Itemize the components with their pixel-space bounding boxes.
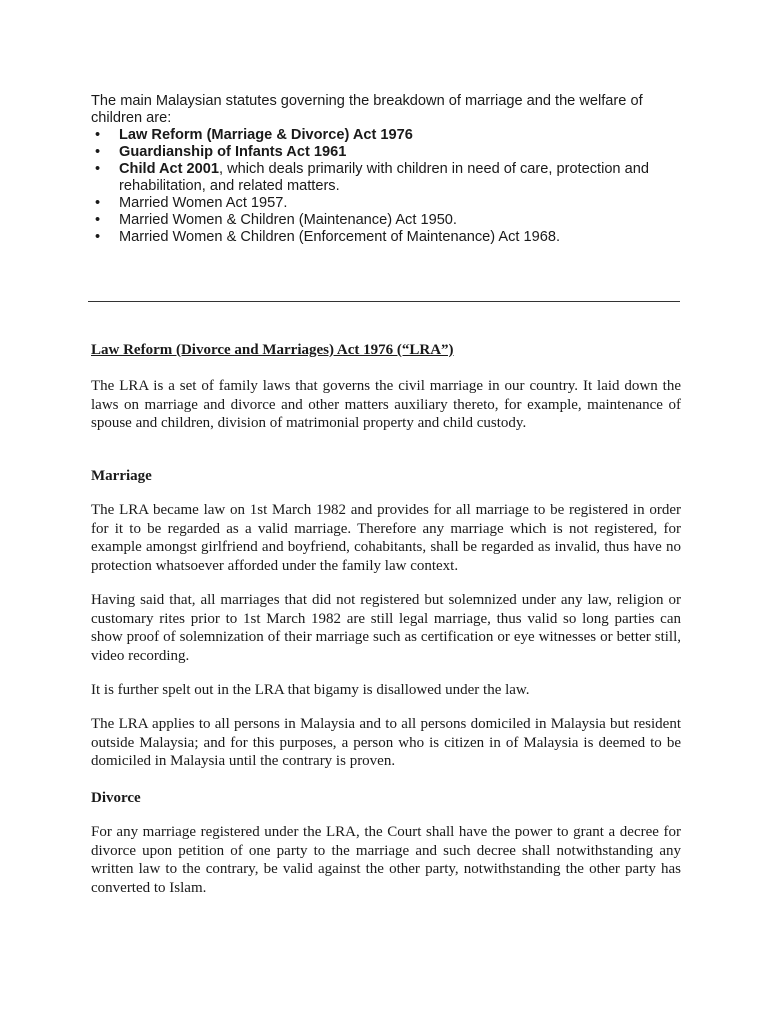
bullet-icon: • [95,144,101,160]
section-title: Law Reform (Divorce and Marriages) Act 1976 (“LRA”) [91,342,454,358]
bullet-icon: • [95,212,101,228]
list-item: • Law Reform (Marriage & Divorce) Act 1976 [95,127,413,143]
statutes-intro [91,93,691,246]
divorce-paragraph-1: For any marriage registered under the LRA, the Court shall have the power to grant a decree for divorce upon petition of one party to the marriage and such decree shall notwithstanding any written law to the contrary, be valid against the other party, notwithstanding the other party has converted to Islam. [91,824,681,896]
bullet-icon: • [95,195,101,211]
bullet-icon: • [95,127,101,143]
marriage-paragraph-1: The LRA became law on 1st March 1982 and provides for all marriage to be registered in order for it to be regarded as a valid marriage. Therefore any marriage which is not registered, for example amongst girlfriend and boyfriend, cohabitants, shall be regarded as invalid, thus have no protection whatsoever afforded under the family law context. [91,502,681,574]
marriage-paragraph-2: Having said that, all marriages that did not registered but solemnized under any law, religion or customary rites prior to 1st March 1982 are still legal marriage, thus valid so long parties can show proof of solemnization of their marriage such as certification or eye witnesses or better still, video recording. [91,592,681,664]
statutes-intro-text: The main Malaysian statutes governing the breakdown of marriage and the welfare of children are: [91,93,643,126]
list-item: • Child Act 2001, which deals primarily with children in need of care, protection and rehabilitation, and related matters. [95,161,649,194]
marriage-paragraph-4: The LRA applies to all persons in Malaysia and to all persons domiciled in Malaysia but resident outside Malaysia; and for this purposes, a person who is citizen in of Malaysia is deemed to be domiciled in Malaysia until the contrary is proven. [91,716,681,770]
marriage-paragraph-3: It is further spelt out in the LRA that bigamy is disallowed under the law. [91,682,530,698]
bullet-icon: • [95,229,101,245]
bullet-icon: • [95,161,101,177]
list-item: • Married Women & Children (Enforcement of Maintenance) Act 1968. [95,229,560,245]
lra-intro-paragraph: The LRA is a set of family laws that governs the civil marriage in our country. It laid down the laws on marriage and divorce and other matters auxiliary thereto, for example, maintenance of spouse and children, division of matrimonial property and child custody. [91,378,681,432]
list-item: • Guardianship of Infants Act 1961 [95,144,347,160]
horizontal-divider [88,301,680,302]
list-item: • Married Women Act 1957. [95,195,288,211]
list-item: • Married Women & Children (Maintenance) Act 1950. [95,212,457,228]
divorce-heading: Divorce [91,790,141,806]
marriage-heading: Marriage [91,468,152,484]
statutes-list [91,127,691,246]
